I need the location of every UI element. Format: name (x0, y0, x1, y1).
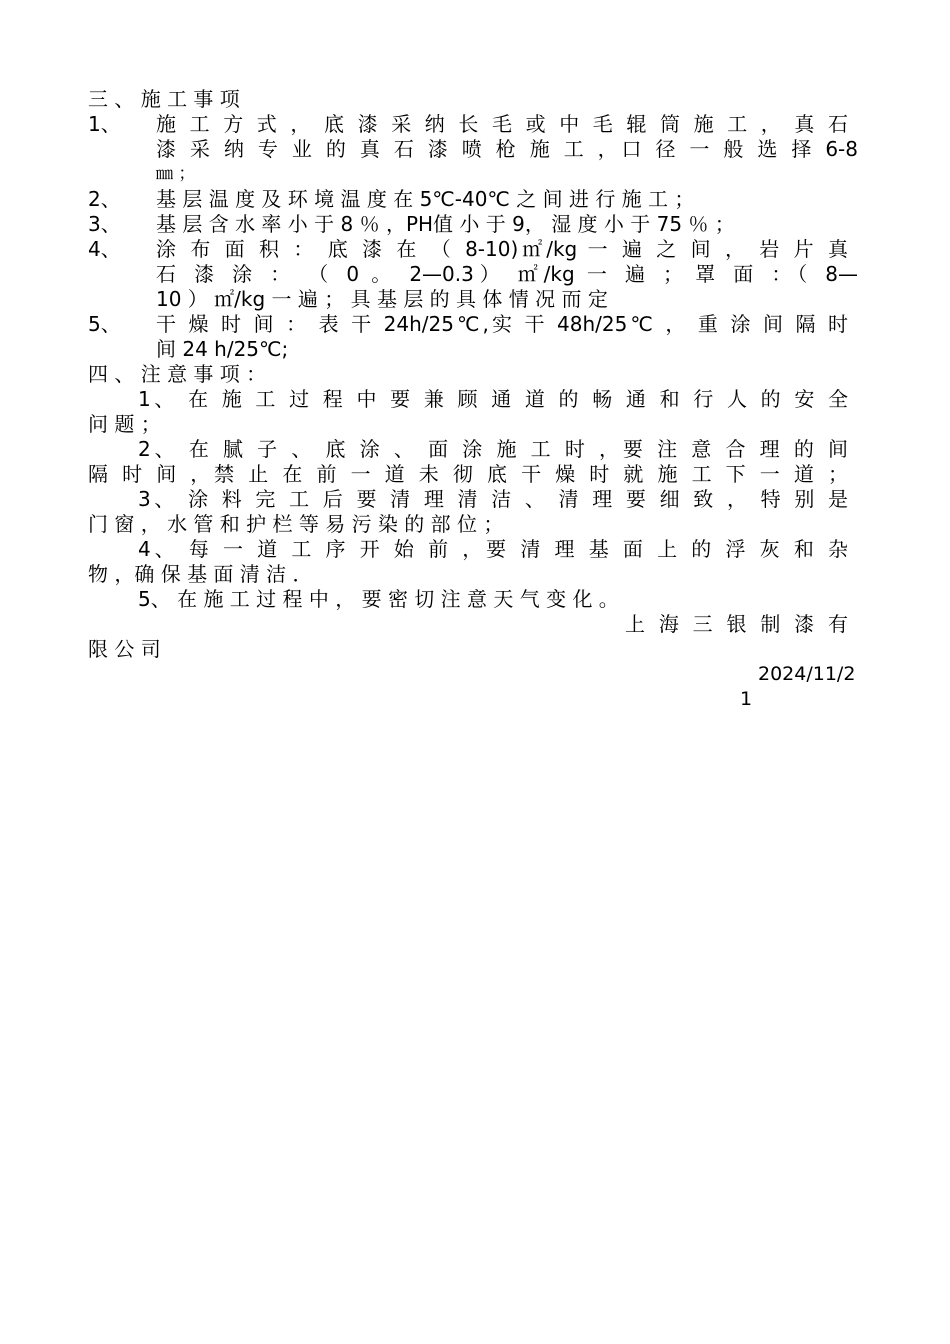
item-2-line-1: 基 层 温 度 及 环 境 温 度 在 5℃-40℃ 之 间 进 行 施 工 ； (156, 187, 695, 211)
note-4-line-2: 物 ，确 保 基 面 清 洁 ． (88, 562, 313, 586)
item-4-line-1: 涂 布 面 积 ： 底 漆 在 （ 8-10)㎡/kg 一 遍 之 间 ， 岩 片 真 (156, 237, 848, 261)
section-4-heading: 四 、 注 意 事 项 ： (88, 362, 267, 386)
date-line-1: 2024/11/2 (758, 663, 856, 685)
note-2-line-2: 隔 时 间 ，禁 止 在 前 一 道 未 彻 底 干 燥 时 就 施 工 下 一 道 ； (88, 462, 848, 486)
item-1-line-1: 施 工 方 式 ， 底 漆 采 纳 长 毛 或 中 毛 辊 筒 施 工 ， 真 石 (156, 112, 848, 136)
note-5-line-1: 5、 在 施 工 过 程 中 ， 要 密 切 注 意 天 气 变 化 。 (138, 587, 619, 611)
item-5-number: 5、 (88, 312, 121, 336)
item-1-line-2: 漆 采 纳 专 业 的 真 石 漆 喷 枪 施 工 ，口 径 一 般 选 择 6-8 (156, 137, 858, 161)
company-name-line-1: 上 海 三 银 制 漆 有 (625, 612, 848, 636)
note-3-line-2: 门 窗 ， 水 管 和 护 栏 等 易 污 染 的 部 位 ； (88, 512, 504, 536)
date-line-2: 1 (740, 688, 753, 710)
note-1-line-2: 问 题 ； (88, 412, 161, 436)
item-1-number: 1、 (88, 112, 121, 136)
note-1-line-1: 1、 在 施 工 过 程 中 要 兼 顾 通 道 的 畅 通 和 行 人 的 安 全 (138, 387, 848, 411)
note-4-line-1: 4、 每 一 道 工 序 开 始 前 ，要 清 理 基 面 上 的 浮 灰 和 杂 (138, 537, 848, 561)
note-2-line-1: 2、 在 腻 子 、 底 涂 、 面 涂 施 工 时 ，要 注 意 合 理 的 间 (138, 437, 848, 461)
item-4-line-2: 石 漆 涂 ： （ 0 。 2—0.3） ㎡/kg 一 遍 ； 罩 面 ：（ 8— (156, 262, 858, 286)
item-5-line-1: 干 燥 时 间 ： 表 干 24h/25℃,实 干 48h/25℃ ， 重 涂 间 隔 时 (156, 312, 848, 336)
section-3-heading: 三 、 施 工 事 项 (88, 87, 240, 111)
item-4-number: 4、 (88, 237, 121, 261)
item-3-number: 3、 (88, 212, 121, 236)
item-3-line-1: 基 层 含 水 率 小 于 8 ％ ，PH值 小 于 9， 湿 度 小 于 75 ％ ； (156, 212, 735, 236)
item-5-line-2: 间 24 h/25℃; (156, 337, 289, 361)
note-3-line-1: 3、 涂 料 完 工 后 要 清 理 清 洁 、 清 理 要 细 致 ， 特 别 是 (138, 487, 848, 511)
company-name-line-2: 限 公 司 (88, 637, 161, 661)
item-2-number: 2、 (88, 187, 121, 211)
item-1-line-3: ㎜ ； (156, 164, 196, 184)
item-4-line-3: 10 ） ㎡/kg 一 遍 ； 具 基 层 的 具 体 情 况 而 定 (156, 287, 608, 311)
